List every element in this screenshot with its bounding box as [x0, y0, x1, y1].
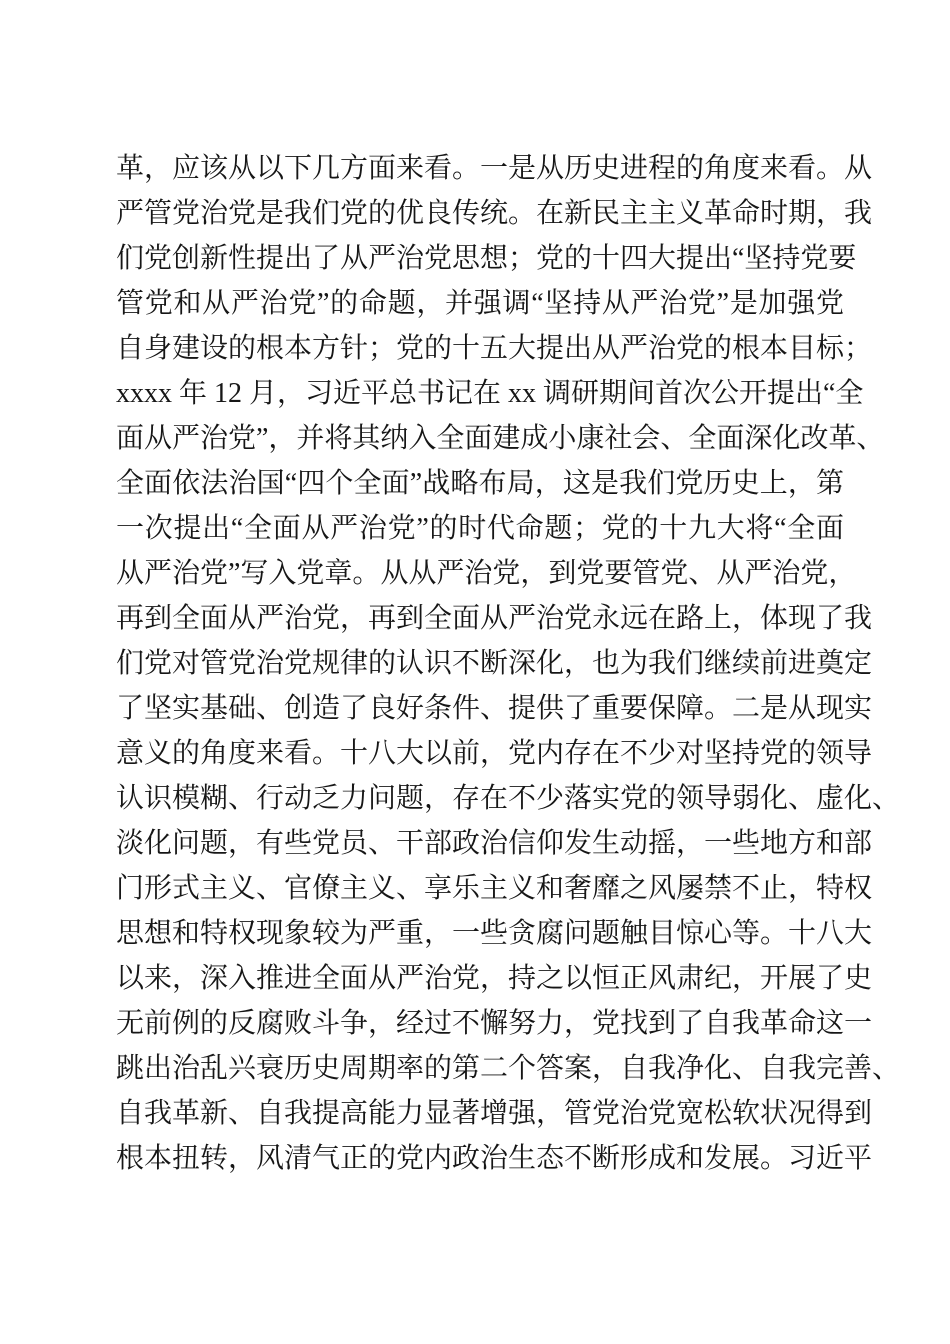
text-line: 无前例的反腐败斗争，经过不懈努力，党找到了自我革命这一 — [116, 1008, 873, 1039]
text-line: 管党和从严治党”的命题，并强调“坚持从严治党”是加强党 — [116, 288, 844, 319]
text-line: 们党对管党治党规律的认识不断深化，也为我们继续前进奠定 — [116, 648, 873, 679]
text-line: 从严治党”写入党章。从从严治党，到党要管党、从严治党， — [116, 558, 857, 589]
text-line: 根本扭转，风清气正的党内政治生态不断形成和发展。习近平 — [116, 1143, 873, 1174]
text-line: 全面依法治国“四个全面”战略布局，这是我们党历史上，第 — [116, 468, 844, 499]
text-line: 一次提出“全面从严治党”的时代命题；党的十九大将“全面 — [116, 513, 844, 544]
text-line: 面从严治党”，并将其纳入全面建成小康社会、全面深化改革、 — [116, 423, 885, 454]
body-text-paragraph — [116, 146, 901, 1181]
text-line: 再到全面从严治党，再到全面从严治党永远在路上，体现了我 — [116, 603, 873, 634]
text-line: 严管党治党是我们党的优良传统。在新民主主义革命时期，我 — [116, 198, 873, 229]
text-line: 门形式主义、官僚主义、享乐主义和奢靡之风屡禁不止，特权 — [116, 873, 873, 904]
text-line: 跳出治乱兴衰历史周期率的第二个答案，自我净化、自我完善、 — [116, 1053, 901, 1084]
text-line: 了坚实基础、创造了良好条件、提供了重要保障。二是从现实 — [116, 693, 873, 724]
text-line: 淡化问题，有些党员、干部政治信仰发生动摇，一些地方和部 — [116, 828, 873, 859]
text-line: 思想和特权现象较为严重，一些贪腐问题触目惊心等。十八大 — [116, 918, 873, 949]
text-line: 们党创新性提出了从严治党思想；党的十四大提出“坚持党要 — [116, 243, 857, 274]
text-line: 革，应该从以下几方面来看。一是从历史进程的角度来看。从 — [116, 153, 873, 184]
text-line: 认识模糊、行动乏力问题，存在不少落实党的领导弱化、虚化、 — [116, 783, 901, 814]
text-line: 以来，深入推进全面从严治党，持之以恒正风肃纪，开展了史 — [116, 963, 873, 994]
text-line: 意义的角度来看。十八大以前，党内存在不少对坚持党的领导 — [116, 738, 873, 769]
text-line: 自身建设的根本方针；党的十五大提出从严治党的根本目标； — [116, 333, 873, 364]
text-line: xxxx 年 12 月，习近平总书记在 xx 调研期间首次公开提出“全 — [116, 378, 864, 409]
text-line: 自我革新、自我提高能力显著增强，管党治党宽松软状况得到 — [116, 1098, 873, 1129]
